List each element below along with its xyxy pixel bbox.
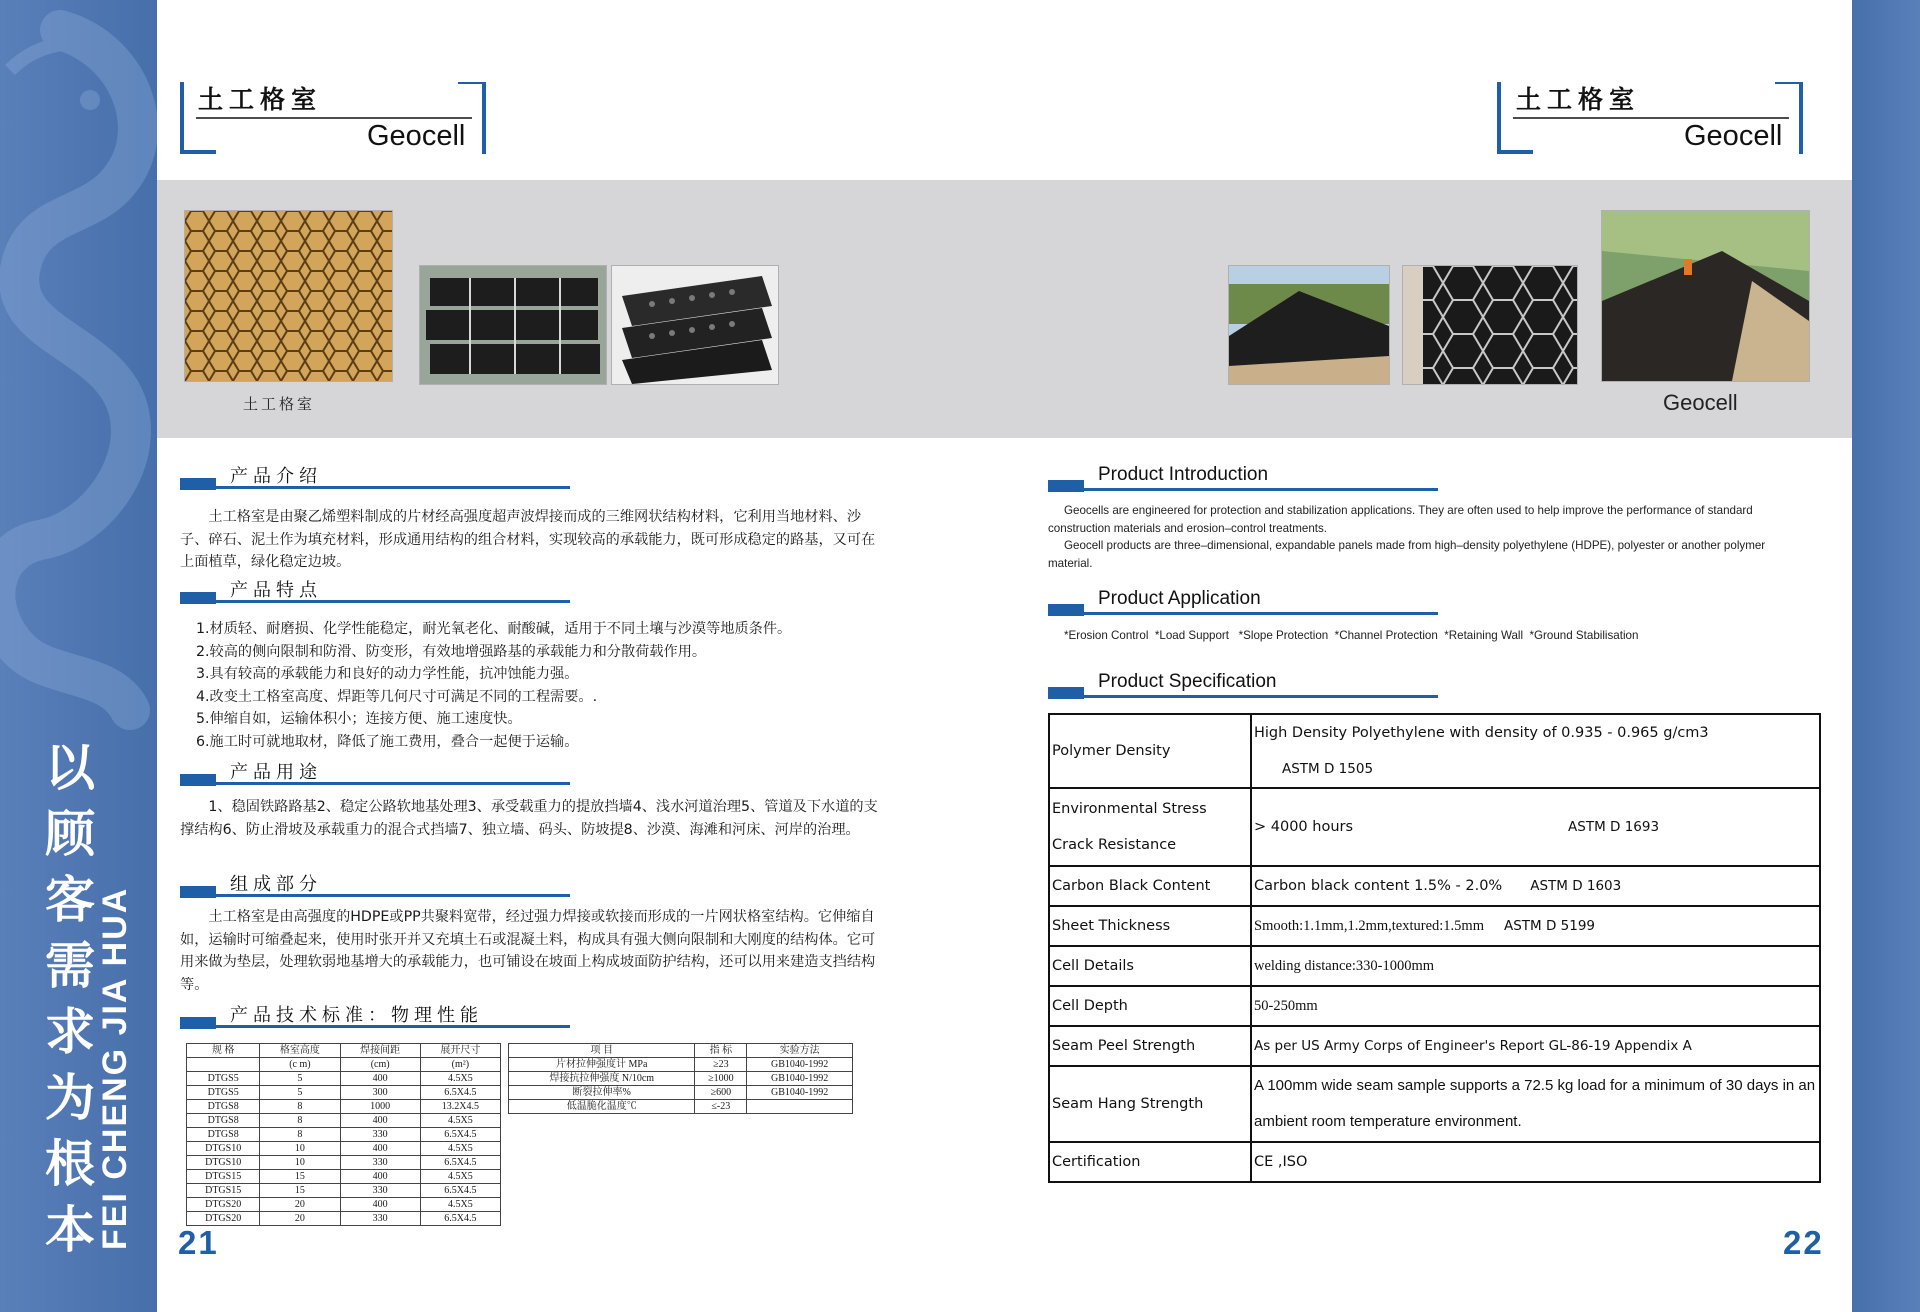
size-table [186, 1043, 501, 1226]
spec-key: Sheet Thickness [1049, 906, 1251, 946]
table-row [1049, 866, 1820, 906]
spec-value-text: welding distance:330-1000mm [1254, 958, 1435, 974]
section-title-text: Product Application [1098, 588, 1261, 609]
spec-value-text: 50-250mm [1254, 998, 1318, 1014]
spec-value [1251, 906, 1820, 946]
photo-band [157, 180, 1852, 438]
spec-key: Environmental Stress Crack Resistance [1049, 788, 1251, 866]
geocell-closeup-photo [1402, 265, 1578, 385]
table-cell: 330 [340, 1184, 420, 1198]
table-cell: (m²) [420, 1058, 500, 1072]
table-header: 规 格 [187, 1044, 260, 1058]
spec-standard: ASTM D 5199 [1503, 918, 1596, 934]
spec-value [1251, 1026, 1820, 1066]
table-cell: 焊接抗拉伸强度 N/10cm [509, 1072, 695, 1086]
section-title-composition-cn [180, 874, 570, 900]
geocell-field-photo [184, 210, 393, 382]
table-cell: 330 [340, 1128, 420, 1142]
spec-value [1251, 866, 1820, 906]
intro-paragraph-en [1048, 502, 1800, 572]
table-row [187, 1198, 501, 1212]
property-table [508, 1043, 853, 1114]
table-row [1049, 906, 1820, 946]
table-cell: 20 [260, 1212, 340, 1226]
table-cell: GB1040-1992 [747, 1086, 853, 1100]
table-cell: GB1040-1992 [747, 1058, 853, 1072]
spec-key: Seam Hang Strength [1049, 1066, 1251, 1142]
table-row [509, 1058, 853, 1072]
table-cell [747, 1100, 853, 1114]
slogan-char: 本 [45, 1201, 95, 1259]
paragraph: 土工格室是由高强度的HDPE或PP共聚料宽带，经过强力焊接或软接而形成的一片网状格室结构。它伸缩自如，运输时可缩叠起来，使用时张开并又充填土石或混凝土料，构成具有强大侧向限制和大刚度的结构体。它可用来做为垫层，处理软弱地基增大的承载能力，也可铺设在坡面上构成坡面防护结构，还可以用来建造支挡结构等。 [180, 909, 876, 993]
section-title-standard-cn [180, 1005, 570, 1031]
spec-key: Certification [1049, 1142, 1251, 1182]
table-cell: 10 [260, 1156, 340, 1170]
left-sidebar [0, 0, 157, 1312]
list-item: 1.材质轻、耐磨损、化学性能稳定，耐光氧老化、耐酸碱，适用于不同土壤与沙漠等地质条件。 [196, 621, 792, 637]
table-row [509, 1072, 853, 1086]
table-row [187, 1086, 501, 1100]
table-cell: 400 [340, 1142, 420, 1156]
section-title-features-cn [180, 580, 570, 606]
table-units-row [187, 1058, 501, 1072]
table-cell: ≥23 [695, 1058, 747, 1072]
header-title-en: Geocell [367, 120, 466, 152]
table-row [1049, 714, 1820, 788]
section-title-application-en [1048, 588, 1438, 618]
spec-key: Carbon Black Content [1049, 866, 1251, 906]
table-cell: DTGS20 [187, 1212, 260, 1226]
slogan-char: 求 [45, 1003, 95, 1061]
section-title-text: 组成部分 [230, 874, 322, 895]
table-header: 焊接间距 [340, 1044, 420, 1058]
table-cell: 断裂拉伸率% [509, 1086, 695, 1100]
table-cell: 6.5X4.5 [420, 1128, 500, 1142]
paragraph: 1、稳固铁路路基2、稳定公路软地基处理3、承受载重力的提放挡墙4、浅水河道治理5、管道及下水道的支撑结构6、防止滑坡及承载重力的混合式挡墙7、独立墙、码头、防坡提8、沙漠、海滩和河床、河岸的治理。 [180, 799, 878, 838]
spec-value [1251, 1142, 1820, 1182]
perforated-geocell-photo [611, 265, 779, 385]
table-row [1049, 986, 1820, 1026]
table-cell: 330 [340, 1212, 420, 1226]
slogan-char: 客 [45, 871, 95, 929]
slogan-char: 需 [45, 937, 95, 995]
spec-table [1048, 713, 1821, 1183]
table-cell: DTGS20 [187, 1198, 260, 1212]
table-cell: DTGS10 [187, 1142, 260, 1156]
photo-caption-cn: 土工格室 [243, 395, 316, 413]
property-table-body [509, 1058, 853, 1114]
paragraph: 土工格室是由聚乙烯塑料制成的片材经高强度超声波焊接而成的三维网状结构材料，它利用当地材料、沙子、碎石、泥土作为填充材料，形成通用结构的组合材料，实现较高的承载能力，既可形成稳定的路基，又可在上面植草，绿化稳定边坡。 [180, 509, 876, 570]
spec-key: Seam Peel Strength [1049, 1026, 1251, 1066]
page-number-left: 21 [178, 1224, 219, 1261]
right-sidebar [1852, 0, 1920, 1312]
table-row [187, 1114, 501, 1128]
table-cell: 片材拉伸强度计 MPa [509, 1058, 695, 1072]
table-cell: 4.5X5 [420, 1198, 500, 1212]
table-row [187, 1142, 501, 1156]
table-cell: 1000 [340, 1100, 420, 1114]
header-title-cn: 土工格室 [198, 85, 323, 114]
slogan-char: 为 [45, 1069, 95, 1127]
table-cell: 10 [260, 1142, 340, 1156]
spec-value [1251, 714, 1820, 788]
table-row [187, 1184, 501, 1198]
list-item: 2.较高的侧向限制和防滑、防变形，有效地增强路基的承载能力和分散荷载作用。 [196, 643, 707, 660]
table-header-row [509, 1044, 853, 1058]
table-cell: 400 [340, 1072, 420, 1086]
table-cell: DTGS8 [187, 1100, 260, 1114]
table-header: 格室高度 [260, 1044, 340, 1058]
section-title-text: 产品介绍 [230, 466, 322, 487]
list-item: 3.具有较高的承载能力和良好的动力学性能，抗冲蚀能力强。 [196, 666, 579, 682]
list-item: 6.施工时可就地取材，降低了施工费用，叠合一起便于运输。 [196, 733, 579, 750]
paragraph: Geocells are engineered for protection and stabilization applications. They are often used to help improve the performance of standard construction materials and erosion–control treatments. [1048, 504, 1753, 535]
section-title-intro-cn [180, 466, 570, 492]
table-cell: 8 [260, 1114, 340, 1128]
spec-standard: ASTM D 1693 [1568, 819, 1660, 835]
size-table-body [187, 1072, 501, 1226]
table-cell: 4.5X5 [420, 1142, 500, 1156]
header-title-en: Geocell [1684, 120, 1783, 152]
table-cell: DTGS5 [187, 1072, 260, 1086]
table-row [1049, 1066, 1820, 1142]
table-row [509, 1100, 853, 1114]
spec-value-text: > 4000 hours [1254, 819, 1354, 835]
spec-standard: ASTM D 1603 [1530, 878, 1622, 894]
table-cell: DTGS8 [187, 1128, 260, 1142]
slogan-char: 根 [45, 1135, 95, 1193]
spec-key: Cell Details [1049, 946, 1251, 986]
table-row [187, 1170, 501, 1184]
table-cell [187, 1058, 260, 1072]
table-cell: 13.2X4.5 [420, 1100, 500, 1114]
table-cell: DTGS8 [187, 1114, 260, 1128]
uses-paragraph-cn [180, 796, 880, 841]
table-header: 实验方法 [747, 1044, 853, 1058]
table-cell: DTGS15 [187, 1170, 260, 1184]
table-header: 指 标 [695, 1044, 747, 1058]
table-cell: GB1040-1992 [747, 1072, 853, 1086]
table-cell: (cm) [340, 1058, 420, 1072]
table-cell: 6.5X4.5 [420, 1184, 500, 1198]
geocell-rolls-photo [419, 265, 607, 385]
application-list-en: *Erosion Control *Load Support *Slope Protection *Channel Protection *Retaining Wall *Ground Stabilisation [1064, 629, 1639, 642]
table-row [187, 1072, 501, 1086]
table-cell: 4.5X5 [420, 1114, 500, 1128]
features-list-cn [196, 618, 896, 753]
table-cell: 5 [260, 1072, 340, 1086]
spec-value-text: High Density Polyethylene with density of 0.935 - 0.965 g/cm3 [1254, 725, 1709, 741]
table-row [1049, 788, 1820, 866]
table-header-row [187, 1044, 501, 1058]
spec-value [1251, 986, 1820, 1026]
table-cell: 400 [340, 1170, 420, 1184]
table-cell: 330 [340, 1156, 420, 1170]
page-number-right: 22 [1783, 1224, 1824, 1261]
table-row [187, 1156, 501, 1170]
table-cell: 4.5X5 [420, 1072, 500, 1086]
table-cell: DTGS10 [187, 1156, 260, 1170]
spec-value [1251, 946, 1820, 986]
header-title-cn: 土工格室 [1516, 85, 1641, 114]
composition-paragraph-cn [180, 906, 880, 996]
section-title-text: 产品用途 [230, 762, 322, 783]
table-cell: 15 [260, 1170, 340, 1184]
section-title-intro-en [1048, 464, 1438, 494]
hillside-geocell-photo [1601, 210, 1810, 382]
list-item: 4.改变土工格室高度、焊距等几何尺寸可满足不同的工程需要。. [196, 688, 598, 705]
spec-key: Cell Depth [1049, 986, 1251, 1026]
spec-value [1251, 1066, 1820, 1142]
table-row [187, 1128, 501, 1142]
table-cell: ≤-23 [695, 1100, 747, 1114]
table-cell: 400 [340, 1114, 420, 1128]
table-row [187, 1212, 501, 1226]
table-cell: 5 [260, 1086, 340, 1100]
spec-standard: ASTM D 1505 [1282, 761, 1374, 777]
table-cell: (c m) [260, 1058, 340, 1072]
section-title-text: Product Introduction [1098, 464, 1269, 485]
slogan-char: 以 [45, 739, 95, 797]
company-name-vertical: FEI CHENG JIA HUA [96, 886, 134, 1250]
table-cell: 低温脆化温度℃ [509, 1100, 695, 1114]
table-header: 项 目 [509, 1044, 695, 1058]
spec-value-text: CE ,ISO [1254, 1154, 1308, 1170]
table-cell: 15 [260, 1184, 340, 1198]
slogan-char: 顾 [45, 805, 95, 863]
table-cell: 4.5X5 [420, 1170, 500, 1184]
table-header: 展开尺寸 [420, 1044, 500, 1058]
slogan-vertical [40, 735, 100, 1263]
spec-value-text: As per US Army Corps of Engineer's Report GL-86-19 Appendix A [1254, 1038, 1692, 1054]
table-cell: 400 [340, 1198, 420, 1212]
table-cell: DTGS5 [187, 1086, 260, 1100]
dragon-emblem-icon [0, 10, 157, 770]
table-cell: 300 [340, 1086, 420, 1100]
section-title-text: 产品特点 [230, 580, 322, 601]
slope-installation-photo [1228, 265, 1390, 385]
spec-value-text: Smooth:1.1mm,1.2mm,textured:1.5mm [1254, 918, 1484, 934]
section-title-text: Product Specification [1098, 671, 1277, 692]
table-cell: 8 [260, 1128, 340, 1142]
table-cell: DTGS15 [187, 1184, 260, 1198]
section-title-uses-cn [180, 762, 570, 788]
table-row [1049, 946, 1820, 986]
table-row [1049, 1026, 1820, 1066]
table-cell: 6.5X4.5 [420, 1156, 500, 1170]
spec-value-text: A 100mm wide seam sample supports a 72.5 kg load for a minimum of 30 days in an ambient room temperature environment. [1254, 1077, 1816, 1130]
section-title-text: 产品技术标准：物理性能 [230, 1005, 483, 1026]
list-item: 5.伸缩自如，运输体积小；连接方便、施工速度快。 [196, 711, 522, 727]
spec-key: Polymer Density [1049, 714, 1251, 788]
spec-value [1251, 788, 1820, 866]
table-row [1049, 1142, 1820, 1182]
table-cell: ≥600 [695, 1086, 747, 1100]
paragraph: Geocell products are three–dimensional, expandable panels made from high–density polyethylene (HDPE), polyester or another polymer material. [1048, 539, 1766, 570]
table-row [187, 1100, 501, 1114]
table-cell: 6.5X4.5 [420, 1212, 500, 1226]
table-row [509, 1086, 853, 1100]
spec-value-text: Carbon black content 1.5% - 2.0% [1254, 878, 1503, 894]
photo-caption-en: Geocell [1663, 390, 1738, 415]
section-title-spec-en [1048, 671, 1438, 701]
table-cell: 8 [260, 1100, 340, 1114]
table-cell: 20 [260, 1198, 340, 1212]
table-cell: ≥1000 [695, 1072, 747, 1086]
table-cell: 6.5X4.5 [420, 1086, 500, 1100]
intro-paragraph-cn [180, 506, 880, 574]
